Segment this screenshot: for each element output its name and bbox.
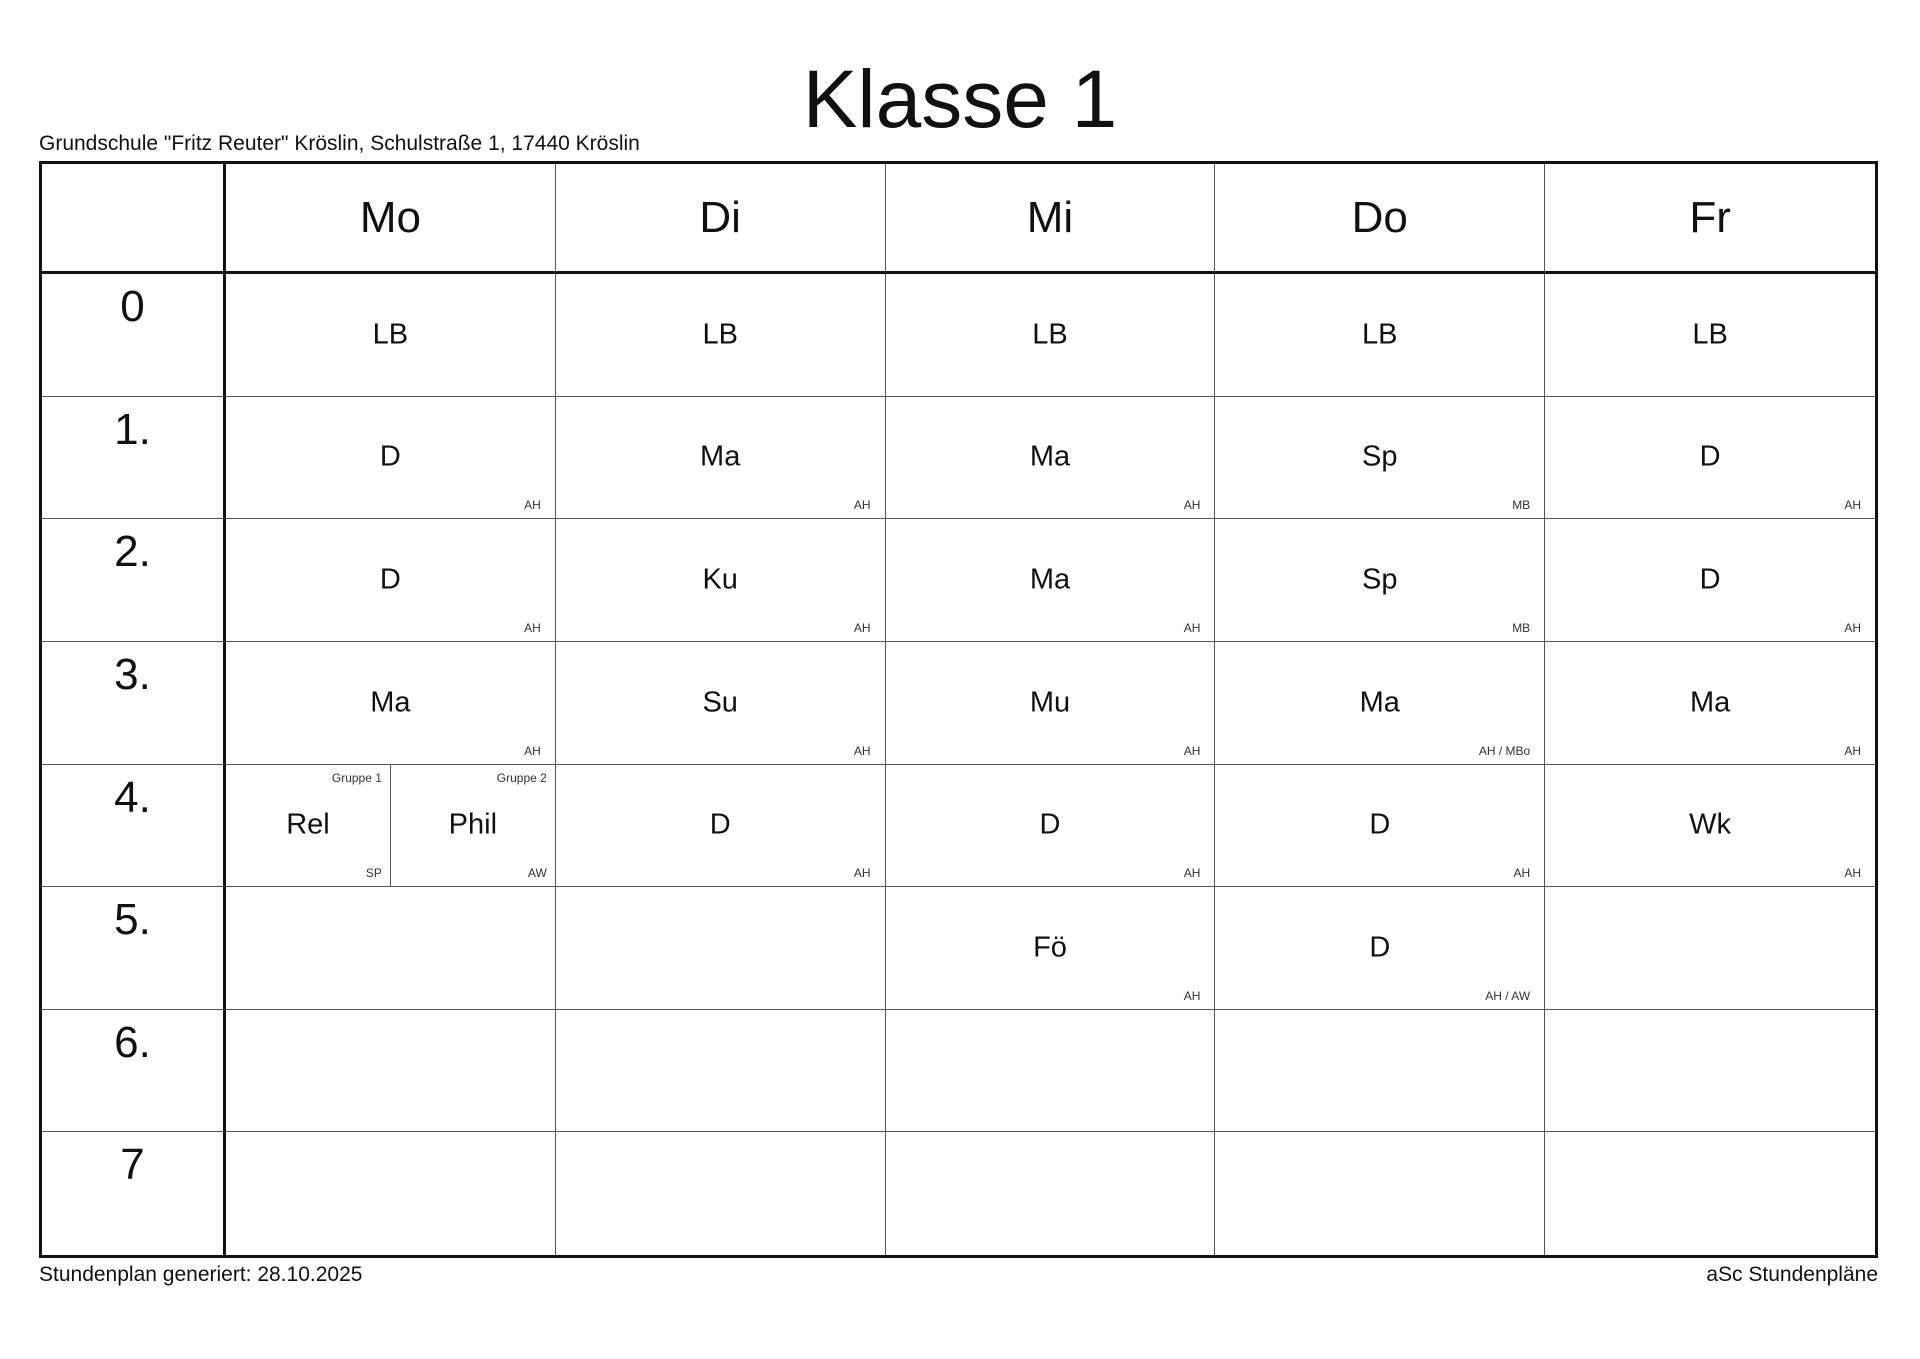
teacher: AH: [1183, 988, 1201, 1003]
day-header-fr: Fr: [1545, 164, 1875, 274]
teacher: AH: [1183, 743, 1201, 758]
lesson-cell: [1545, 1010, 1875, 1133]
subject: D: [1699, 563, 1721, 596]
page-title: Klasse 1: [802, 54, 1118, 145]
subject: Ma: [1029, 440, 1071, 473]
subject: Su: [702, 686, 738, 719]
period-cell: [42, 519, 226, 642]
teacher: AH: [1844, 620, 1861, 635]
period-number: 1.: [114, 404, 151, 454]
lesson-cell: [1545, 397, 1875, 520]
lesson-cell: [1215, 274, 1545, 397]
period-cell: [42, 1010, 226, 1133]
group-label: Gruppe 1: [331, 770, 382, 785]
period-cell: [42, 765, 226, 888]
lesson-cell: [556, 274, 886, 397]
period-cell: [42, 642, 226, 765]
timetable-grid: [39, 161, 1878, 1258]
subject: Ma: [1029, 563, 1071, 596]
lesson-cell: [556, 642, 886, 765]
lesson-cell: [556, 1132, 886, 1255]
lesson-cell: [1215, 1010, 1545, 1133]
subject: Phil: [448, 808, 498, 841]
lesson-cell: [1215, 642, 1545, 765]
lesson-cell: [1545, 765, 1875, 888]
period-number: 5.: [114, 895, 151, 945]
day-header-mo: Mo: [226, 164, 556, 274]
period-cell: [42, 1132, 226, 1255]
lesson-cell: [226, 274, 556, 397]
lesson-cell: [1215, 887, 1545, 1010]
lesson-cell: [226, 519, 556, 642]
corner-cell: [42, 164, 226, 274]
teacher: AH / MBo: [1478, 743, 1531, 758]
lesson-cell: [226, 1132, 556, 1255]
lesson-cell: [886, 765, 1216, 888]
subject: D: [709, 808, 731, 841]
lesson-cell: [1545, 274, 1875, 397]
lesson-cell: [1215, 397, 1545, 520]
lesson-cell: [556, 1010, 886, 1133]
subject: Ma: [1689, 686, 1731, 719]
subject: LB: [1032, 318, 1068, 351]
subject: Fö: [1033, 931, 1067, 964]
lesson-cell: [886, 1010, 1216, 1133]
subject: LB: [1362, 318, 1398, 351]
teacher: AH: [1513, 866, 1531, 881]
teacher: MB: [1512, 498, 1531, 513]
teacher: AH: [1844, 498, 1861, 513]
subject: D: [379, 563, 401, 596]
subject: Rel: [286, 808, 330, 841]
teacher: AH: [853, 866, 871, 881]
period-cell: [42, 274, 226, 397]
subject: D: [1699, 440, 1721, 473]
teacher: AH / AW: [1485, 988, 1531, 1003]
teacher: AH: [524, 743, 541, 758]
period-number: 4.: [114, 772, 151, 822]
brand-label: aSc Stundenpläne: [1706, 1263, 1878, 1286]
subject: Wk: [1689, 808, 1732, 841]
teacher: AH: [853, 498, 871, 513]
period-cell: [42, 397, 226, 520]
teacher: MB: [1512, 620, 1531, 635]
lesson-cell: [886, 887, 1216, 1010]
lesson-cell: [1215, 1132, 1545, 1255]
generated-date: Stundenplan generiert: 28.10.2025: [39, 1263, 363, 1286]
period-number: 2.: [114, 527, 151, 577]
lesson-cell: [556, 887, 886, 1010]
period-number: 3.: [114, 649, 151, 699]
lesson-cell: [226, 765, 556, 888]
group-lesson: [390, 765, 555, 887]
day-header-di: Di: [556, 164, 886, 274]
teacher: AW: [527, 866, 547, 881]
subject: Sp: [1362, 563, 1398, 596]
subject: Ma: [700, 440, 741, 473]
day-header-mi: Mi: [886, 164, 1216, 274]
teacher: AH: [853, 743, 871, 758]
teacher: AH: [853, 620, 871, 635]
teacher: AH: [1844, 743, 1861, 758]
split-lesson: [226, 765, 555, 887]
lesson-cell: [1545, 642, 1875, 765]
lesson-cell: [886, 397, 1216, 520]
subject: D: [1369, 931, 1391, 964]
lesson-cell: [1545, 887, 1875, 1010]
lesson-cell: [226, 642, 556, 765]
lesson-cell: [556, 765, 886, 888]
period-number: 7: [120, 1140, 145, 1190]
lesson-cell: [226, 887, 556, 1010]
lesson-cell: [1215, 765, 1545, 888]
lesson-cell: [886, 274, 1216, 397]
period-number: 6.: [114, 1017, 151, 1067]
period-cell: [42, 887, 226, 1010]
subject: Sp: [1362, 440, 1398, 473]
school-address: Grundschule "Fritz Reuter" Kröslin, Schulstraße 1, 17440 Kröslin: [39, 132, 640, 155]
subject: Ku: [702, 563, 738, 596]
group-label: Gruppe 2: [496, 770, 547, 785]
lesson-cell: [226, 397, 556, 520]
lesson-cell: [1215, 519, 1545, 642]
subject: Ma: [370, 686, 411, 719]
subject: Mu: [1029, 686, 1071, 719]
subject: LB: [372, 318, 409, 351]
lesson-cell: [886, 519, 1216, 642]
subject: D: [1039, 808, 1061, 841]
day-header-do: Do: [1215, 164, 1545, 274]
subject: Ma: [1359, 686, 1400, 719]
subject: LB: [702, 318, 738, 351]
subject: D: [379, 440, 401, 473]
teacher: AH: [1183, 498, 1201, 513]
teacher: AH: [1844, 866, 1861, 881]
teacher: SP: [365, 866, 382, 881]
lesson-cell: [886, 642, 1216, 765]
teacher: AH: [524, 620, 541, 635]
lesson-cell: [556, 397, 886, 520]
period-number: 0: [120, 282, 145, 331]
teacher: AH: [524, 498, 541, 513]
teacher: AH: [1183, 620, 1201, 635]
lesson-cell: [1545, 519, 1875, 642]
lesson-cell: [1545, 1132, 1875, 1255]
lesson-cell: [886, 1132, 1216, 1255]
group-lesson: [226, 765, 390, 887]
teacher: AH: [1183, 866, 1201, 881]
lesson-cell: [226, 1010, 556, 1133]
lesson-cell: [556, 519, 886, 642]
subject: LB: [1692, 318, 1728, 351]
subject: D: [1369, 808, 1391, 841]
